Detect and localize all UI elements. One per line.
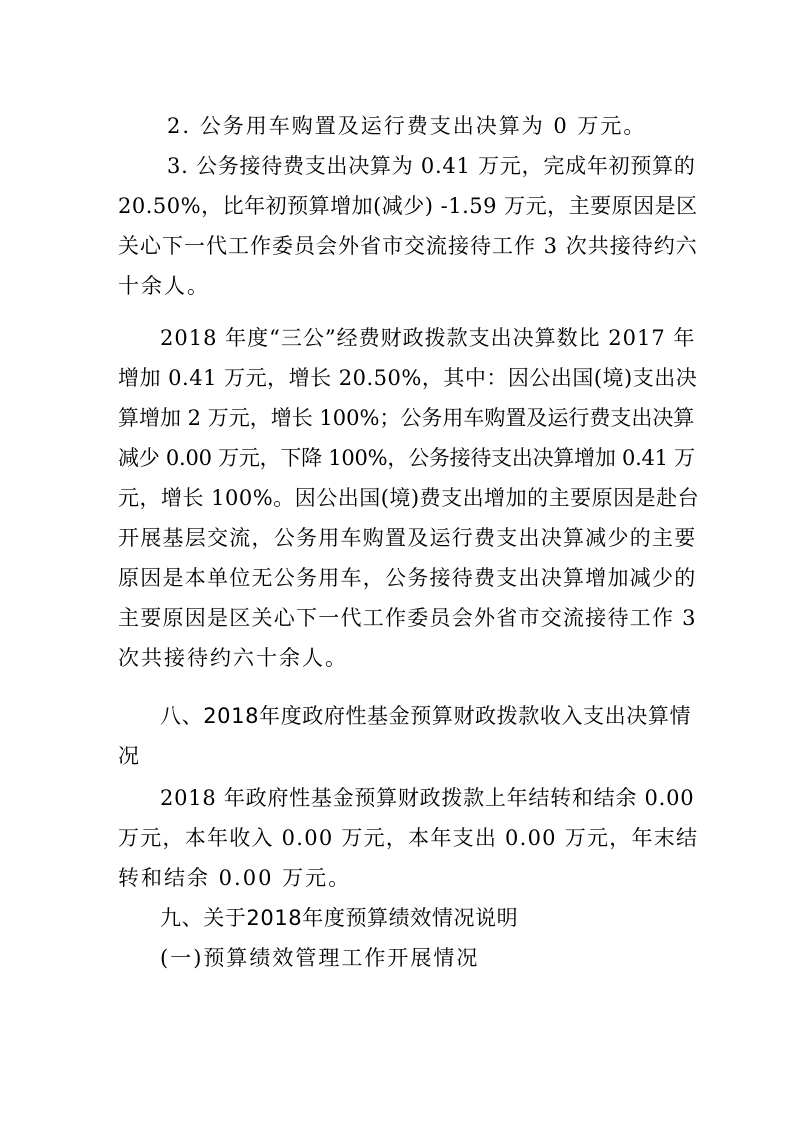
paragraph-line: 次共接待约六十余人。	[118, 646, 348, 670]
paragraph-line: 20.50%，比年初预算增加(减少) -1.59 万元，主要原因是区	[118, 194, 698, 218]
paragraph-line: 算增加 2 万元，增长 100%；公务用车购置及运行费支出决算	[118, 406, 695, 430]
paragraph-line: 2018 年政府性基金预算财政拨款上年结转和结余 0.00	[160, 786, 695, 810]
paragraph-line: 原因是本单位无公务用车，公务接待费支出决算增加减少的	[118, 566, 697, 590]
paragraph-line: 万元，本年收入 0.00 万元，本年支出 0.00 万元，年末结	[118, 826, 699, 850]
subsection-heading: (一)预算绩效管理工作开展情况	[160, 946, 480, 970]
paragraph-line: 2. 公务用车购置及运行费支出决算为 0 万元。	[167, 114, 647, 138]
paragraph-line: 关心下一代工作委员会外省市交流接待工作 3 次共接待约六	[118, 234, 698, 258]
paragraph-line: 3. 公务接待费支出决算为 0.41 万元，完成年初预算的	[167, 154, 696, 178]
paragraph-line: 转和结余 0.00 万元。	[118, 866, 352, 890]
paragraph-line: 减少 0.00 万元，下降 100%，公务接待支出决算增加 0.41 万	[118, 446, 695, 470]
paragraph-line: 增加 0.41 万元，增长 20.50%，其中：因公出国(境)支出决	[118, 366, 698, 390]
paragraph-line: 开展基层交流，公务用车购置及运行费支出决算减少的主要	[118, 526, 697, 550]
section-heading: 八、2018年度政府性基金预算财政拨款收入支出决算情	[160, 704, 692, 728]
section-heading: 九、关于2018年度预算绩效情况说明	[160, 906, 519, 930]
paragraph-line: 元，增长 100%。因公出国(境)费支出增加的主要原因是赴台	[118, 486, 700, 510]
paragraph-line: 2018 年度“三公”经费财政拨款支出决算数比 2017 年	[160, 326, 696, 350]
paragraph-line: 十余人。	[118, 274, 210, 298]
section-heading: 况	[118, 744, 140, 768]
paragraph-line: 主要原因是区关心下一代工作委员会外省市交流接待工作 3	[118, 606, 697, 630]
